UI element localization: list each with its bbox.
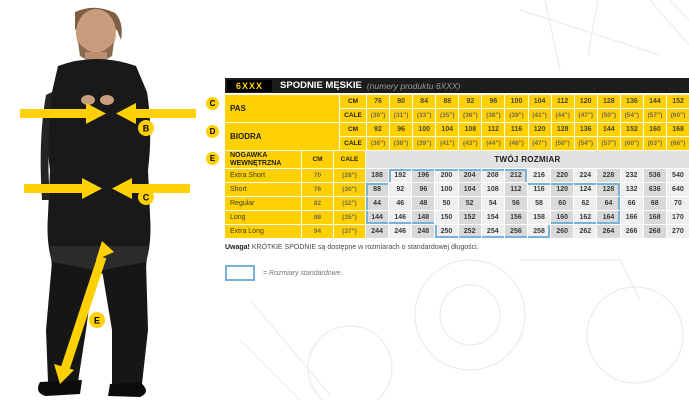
value-cell: 128	[598, 95, 620, 108]
size-cell: 88	[366, 183, 388, 196]
your-size-header: TWÓJ ROZMIAR	[366, 151, 689, 168]
size-row-cale: (30")	[334, 183, 365, 196]
value-cell: 144	[598, 123, 620, 136]
value-cell: 136	[621, 95, 643, 108]
value-cell: (41")	[436, 137, 458, 150]
size-cell: 48	[412, 197, 434, 210]
value-cell: 92	[459, 95, 481, 108]
value-cell: 76	[367, 95, 389, 108]
size-cell: 112	[505, 183, 527, 196]
size-cell: 636	[644, 183, 666, 196]
section-row	[340, 109, 689, 122]
size-row-cale: (28")	[334, 169, 365, 182]
section-row	[340, 123, 689, 136]
size-cell: 128	[597, 183, 619, 196]
size-cell: 196	[412, 169, 434, 182]
size-cell: 256	[505, 225, 527, 238]
value-cell: (39")	[505, 109, 527, 122]
size-cell: 154	[482, 211, 504, 224]
figure-marker-leg-label: E	[93, 315, 101, 326]
value-cell: 152	[621, 123, 643, 136]
size-cell: 58	[528, 197, 550, 210]
size-row-label: Extra Long	[225, 225, 301, 238]
size-cell: 170	[667, 211, 689, 224]
nogawka-cm-header: CM	[302, 151, 333, 168]
value-cell: (47")	[575, 109, 597, 122]
size-cell: 228	[597, 169, 619, 182]
chart-title: SPODNIE MĘSKIE	[280, 80, 362, 91]
size-row	[225, 183, 689, 196]
man-silhouette	[38, 8, 151, 397]
value-cell: 100	[413, 123, 435, 136]
value-cell: (47")	[529, 137, 551, 150]
value-cell: 80	[390, 95, 412, 108]
value-cell: 108	[459, 123, 481, 136]
size-row-label: Short	[225, 183, 301, 196]
size-cell: 152	[459, 211, 481, 224]
size-row-cm: 70	[302, 169, 333, 182]
size-row-label: Long	[225, 211, 301, 224]
value-cell: (54")	[621, 109, 643, 122]
value-cell: (60")	[621, 137, 643, 150]
measure-sections	[225, 95, 689, 150]
size-cell: 204	[459, 169, 481, 182]
value-cell: (36")	[459, 109, 481, 122]
size-cell: 212	[505, 169, 527, 182]
size-row-cale: (35")	[334, 211, 365, 224]
figure-marker-waist	[138, 189, 154, 205]
value-cell: (50")	[598, 109, 620, 122]
size-cell: 188	[366, 169, 388, 182]
legend-text: = Rozmiary standardowe.	[263, 269, 343, 277]
nogawka-header	[225, 151, 689, 168]
chart-titlebar	[225, 78, 689, 93]
size-cell: 224	[574, 169, 596, 182]
value-cell: 84	[413, 95, 435, 108]
size-cell: 144	[366, 211, 388, 224]
size-cell: 254	[482, 225, 504, 238]
size-cell: 248	[412, 225, 434, 238]
section-pas	[225, 95, 689, 122]
size-cell: 192	[389, 169, 411, 182]
size-row	[225, 225, 689, 238]
size-row-label: Regular	[225, 197, 301, 210]
value-cell: (43")	[459, 137, 481, 150]
value-cell: 168	[667, 123, 689, 136]
size-cell: 92	[389, 183, 411, 196]
size-cell: 124	[574, 183, 596, 196]
value-cell: (66")	[667, 137, 689, 150]
size-cell: 54	[482, 197, 504, 210]
size-cell: 268	[644, 225, 666, 238]
value-cell: (41")	[529, 109, 551, 122]
value-cell: (31")	[390, 109, 412, 122]
value-cell: (46")	[505, 137, 527, 150]
size-cell: 640	[667, 183, 689, 196]
size-cell: 62	[574, 197, 596, 210]
size-cell: 104	[459, 183, 481, 196]
value-cell: 112	[552, 95, 574, 108]
value-cell: 160	[644, 123, 666, 136]
size-cell: 44	[366, 197, 388, 210]
size-cell: 150	[435, 211, 457, 224]
size-cell: 70	[667, 197, 689, 210]
size-row	[225, 211, 689, 224]
size-cell: 164	[597, 211, 619, 224]
size-cell: 208	[482, 169, 504, 182]
size-cell: 232	[621, 169, 643, 182]
nogawka-rows	[225, 169, 689, 238]
size-row-cm: 88	[302, 211, 333, 224]
size-row-label: Extra Short	[225, 169, 301, 182]
value-cell: 96	[482, 95, 504, 108]
value-cell: (57")	[644, 109, 666, 122]
figure-marker-chest-label: B	[142, 123, 150, 134]
value-cell: (44")	[552, 109, 574, 122]
size-cell: 258	[528, 225, 550, 238]
size-cell: 60	[551, 197, 573, 210]
value-cell: 88	[436, 95, 458, 108]
figure-marker-waist-label: C	[142, 192, 150, 203]
size-cell: 108	[482, 183, 504, 196]
value-cell: 112	[482, 123, 504, 136]
value-cell: (33")	[413, 109, 435, 122]
value-cell: (60")	[667, 109, 689, 122]
size-cell: 540	[667, 169, 689, 182]
size-cell: 50	[435, 197, 457, 210]
size-cell: 100	[435, 183, 457, 196]
value-cell: 120	[575, 95, 597, 108]
section-rows	[340, 95, 689, 122]
section-row	[340, 95, 689, 108]
value-cell: (30")	[367, 109, 389, 122]
value-cell: (38")	[390, 137, 412, 150]
size-row-cale: (32")	[334, 197, 365, 210]
size-chart	[225, 78, 689, 281]
size-cell: 246	[389, 225, 411, 238]
value-cell: 96	[390, 123, 412, 136]
value-cell: 128	[552, 123, 574, 136]
row-marker-biodra: D	[206, 125, 219, 138]
value-cell: (63")	[644, 137, 666, 150]
figure-marker-chest	[138, 120, 154, 136]
size-cell: 168	[644, 211, 666, 224]
value-cell: 104	[436, 123, 458, 136]
unit-label: CALE	[340, 137, 366, 150]
size-cell: 158	[528, 211, 550, 224]
size-row-cm: 82	[302, 197, 333, 210]
size-cell: 166	[621, 211, 643, 224]
size-cell: 68	[644, 197, 666, 210]
value-cell: 100	[505, 95, 527, 108]
value-cell: (39")	[413, 137, 435, 150]
size-cell: 46	[389, 197, 411, 210]
size-row-cm: 94	[302, 225, 333, 238]
section-rows	[340, 123, 689, 150]
figure-marker-leg	[89, 312, 105, 328]
size-cell: 262	[574, 225, 596, 238]
note	[225, 244, 689, 251]
size-cell: 266	[621, 225, 643, 238]
size-cell: 146	[389, 211, 411, 224]
size-cell: 66	[621, 197, 643, 210]
size-cell: 260	[551, 225, 573, 238]
value-cell: 116	[505, 123, 527, 136]
value-cell: 92	[367, 123, 389, 136]
value-cell: (54")	[575, 137, 597, 150]
value-cell: (35")	[436, 109, 458, 122]
value-cell: (36")	[367, 137, 389, 150]
value-cell: 120	[529, 123, 551, 136]
nogawka-label: NOGAWKA WEWNĘTRZNA	[225, 151, 301, 168]
unit-label: CALE	[340, 109, 366, 122]
size-cell: 96	[412, 183, 434, 196]
chart-subtitle: (numery produktu 6XXX)	[366, 80, 461, 91]
section-biodra	[225, 123, 689, 150]
section-label: BIODRA	[225, 123, 339, 150]
value-cell: (38")	[482, 109, 504, 122]
unit-label: CM	[340, 95, 366, 108]
value-cell: (50")	[552, 137, 574, 150]
size-cell: 270	[667, 225, 689, 238]
value-cell: (57")	[598, 137, 620, 150]
size-cell: 252	[459, 225, 481, 238]
size-cell: 148	[412, 211, 434, 224]
size-cell: 244	[366, 225, 388, 238]
size-cell: 156	[505, 211, 527, 224]
size-cell: 116	[528, 183, 550, 196]
size-cell: 52	[459, 197, 481, 210]
size-cell: 264	[597, 225, 619, 238]
size-row	[225, 197, 689, 210]
section-label: PAS	[225, 95, 339, 122]
section-row	[340, 137, 689, 150]
size-row	[225, 169, 689, 182]
size-cell: 162	[574, 211, 596, 224]
size-cell: 200	[435, 169, 457, 182]
size-cell: 64	[597, 197, 619, 210]
size-row-cm: 76	[302, 183, 333, 196]
value-cell: 104	[529, 95, 551, 108]
size-cell: 56	[505, 197, 527, 210]
product-code-badge: 6XXX	[227, 80, 272, 92]
size-cell: 220	[551, 169, 573, 182]
size-cell: 536	[644, 169, 666, 182]
note-text: KRÓTKIE SPODNIE są dostępne w rozmiarach o standardowej długości.	[251, 244, 479, 251]
measurement-figure	[0, 0, 225, 400]
nogawka-cale-header: CALE	[334, 151, 365, 168]
size-cell: 216	[528, 169, 550, 182]
size-cell: 132	[621, 183, 643, 196]
size-cell: 160	[551, 211, 573, 224]
value-cell: 136	[575, 123, 597, 136]
size-cell: 120	[551, 183, 573, 196]
value-cell: 144	[644, 95, 666, 108]
note-bold: Uwaga!	[225, 244, 250, 251]
row-marker-nogawka: E	[206, 152, 219, 165]
size-cell: 250	[435, 225, 457, 238]
legend	[225, 265, 689, 281]
value-cell: (44")	[482, 137, 504, 150]
value-cell: 152	[667, 95, 689, 108]
row-marker-pas: C	[206, 97, 219, 110]
unit-label: CM	[340, 123, 366, 136]
size-row-cale: (37")	[334, 225, 365, 238]
standard-size-swatch	[225, 265, 255, 281]
